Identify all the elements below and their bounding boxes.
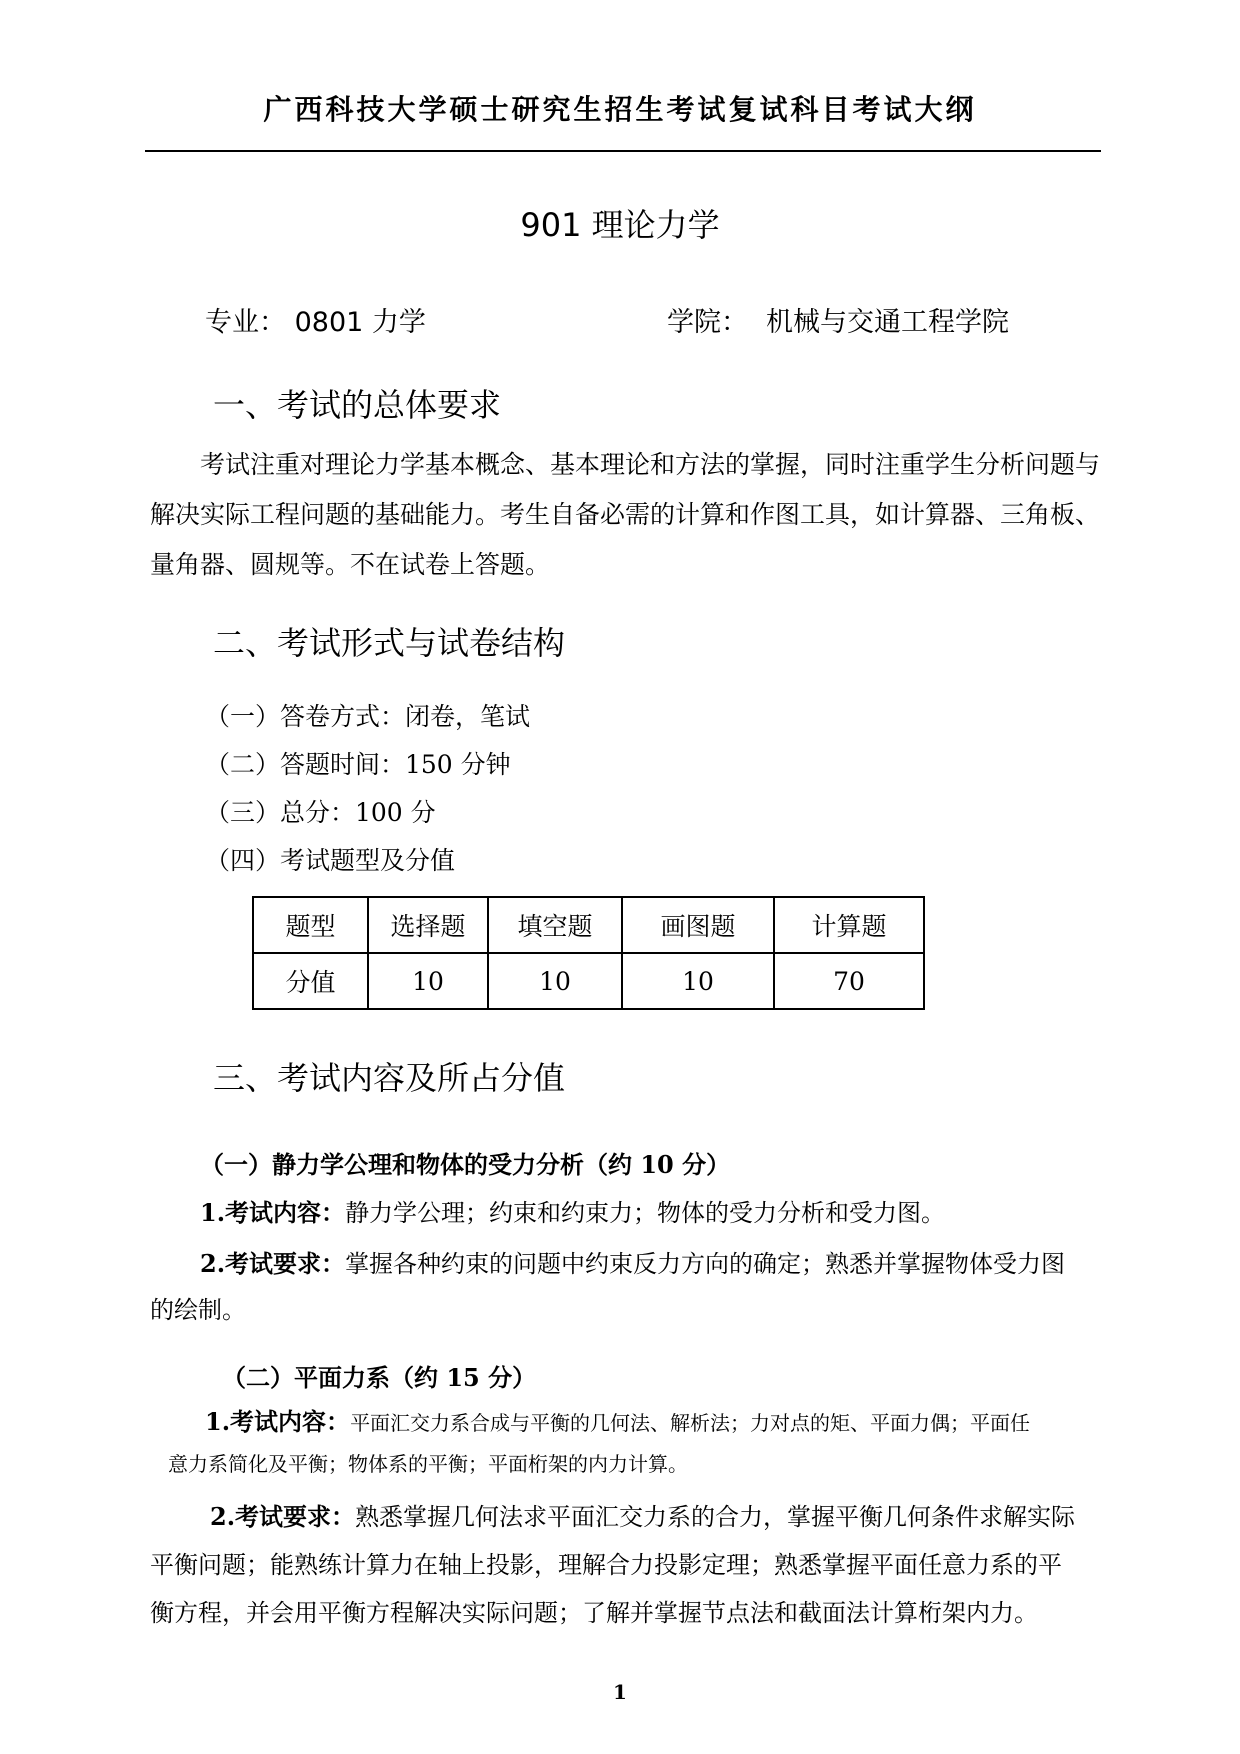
document-title: 901 理论力学 <box>520 206 720 244</box>
college-label: 学院： <box>667 307 748 338</box>
exam-requirement-line <box>210 1497 1075 1532</box>
exam-content-line <box>205 1402 1030 1437</box>
table-cell: 70 <box>774 953 924 1009</box>
paragraph-line: 量角器、圆规等。不在试卷上答题。 <box>150 550 551 579</box>
subsection-title: （一）静力学公理和物体的受力分析（约 10 分） <box>200 1150 731 1179</box>
exam-requirement-line <box>200 1244 1065 1279</box>
table-cell: 10 <box>622 953 774 1009</box>
table-header-row <box>253 897 924 953</box>
table-cell: 选择题 <box>368 897 488 953</box>
requirement-label: 2.考试要求： <box>210 1502 356 1531</box>
score-distribution-table <box>252 896 925 1010</box>
exam-requirement-line: 的绘制。 <box>150 1296 246 1324</box>
requirement-label: 2.考试要求： <box>200 1249 346 1278</box>
requirement-text: 掌握各种约束的问题中约束反力方向的确定；熟悉并掌握物体受力图 <box>345 1250 1066 1278</box>
exam-format-item: （二）答题时间：150 分钟 <box>205 750 511 779</box>
table-row <box>253 953 924 1009</box>
table-cell: 题型 <box>253 897 368 953</box>
content-text: 静力学公理；约束和约束力；物体的受力分析和受力图。 <box>345 1199 946 1227</box>
general-requirements-paragraph <box>150 440 1110 590</box>
paragraph-line: 考试注重对理论力学基本概念、基本理论和方法的掌握，同时注重学生分析问题与 <box>200 450 1101 479</box>
table-cell: 10 <box>368 953 488 1009</box>
paragraph-line: 解决实际工程问题的基础能力。考生自备必需的计算和作图工具，如计算器、三角板、 <box>150 500 1101 529</box>
requirement-text: 熟悉掌握几何法求平面汇交力系的合力，掌握平衡几何条件求解实际 <box>355 1503 1076 1531</box>
major-field: 专业： 0801 力学 <box>205 307 426 338</box>
table-cell: 画图题 <box>622 897 774 953</box>
table-cell: 计算题 <box>774 897 924 953</box>
subsection-title: （二）平面力系（约 15 分） <box>222 1363 537 1392</box>
college-value: 机械与交通工程学院 <box>766 307 1009 338</box>
content-label: 1.考试内容： <box>200 1198 346 1227</box>
table-cell: 填空题 <box>488 897 622 953</box>
exam-format-item: （四）考试题型及分值 <box>205 846 456 875</box>
table-cell: 分值 <box>253 953 368 1009</box>
section-heading-general-requirements: 一、考试的总体要求 <box>213 386 502 424</box>
page-number: 1 <box>613 1680 627 1704</box>
section-heading-exam-format: 二、考试形式与试卷结构 <box>213 624 566 662</box>
page-header-title: 广西科技大学硕士研究生招生考试复试科目考试大纲 <box>263 93 977 126</box>
header-divider <box>145 150 1101 152</box>
exam-format-item: （三）总分：100 分 <box>205 798 436 827</box>
content-label: 1.考试内容： <box>205 1407 351 1436</box>
content-text: 平面汇交力系合成与平衡的几何法、解析法；力对点的矩、平面力偶；平面任 <box>350 1411 1031 1435</box>
exam-requirement-line: 平衡问题；能熟练计算力在轴上投影，理解合力投影定理；熟悉掌握平面任意力系的平 <box>150 1551 1062 1579</box>
exam-format-item: （一）答卷方式：闭卷，笔试 <box>205 702 531 731</box>
exam-content-line <box>200 1193 945 1228</box>
exam-content-line: 意力系简化及平衡；物体系的平衡；平面桁架的内力计算。 <box>168 1452 688 1476</box>
exam-requirement-line: 衡方程，并会用平衡方程解决实际问题；了解并掌握节点法和截面法计算桁架内力。 <box>150 1599 1038 1627</box>
section-heading-exam-content: 三、考试内容及所占分值 <box>213 1059 566 1097</box>
table-cell: 10 <box>488 953 622 1009</box>
